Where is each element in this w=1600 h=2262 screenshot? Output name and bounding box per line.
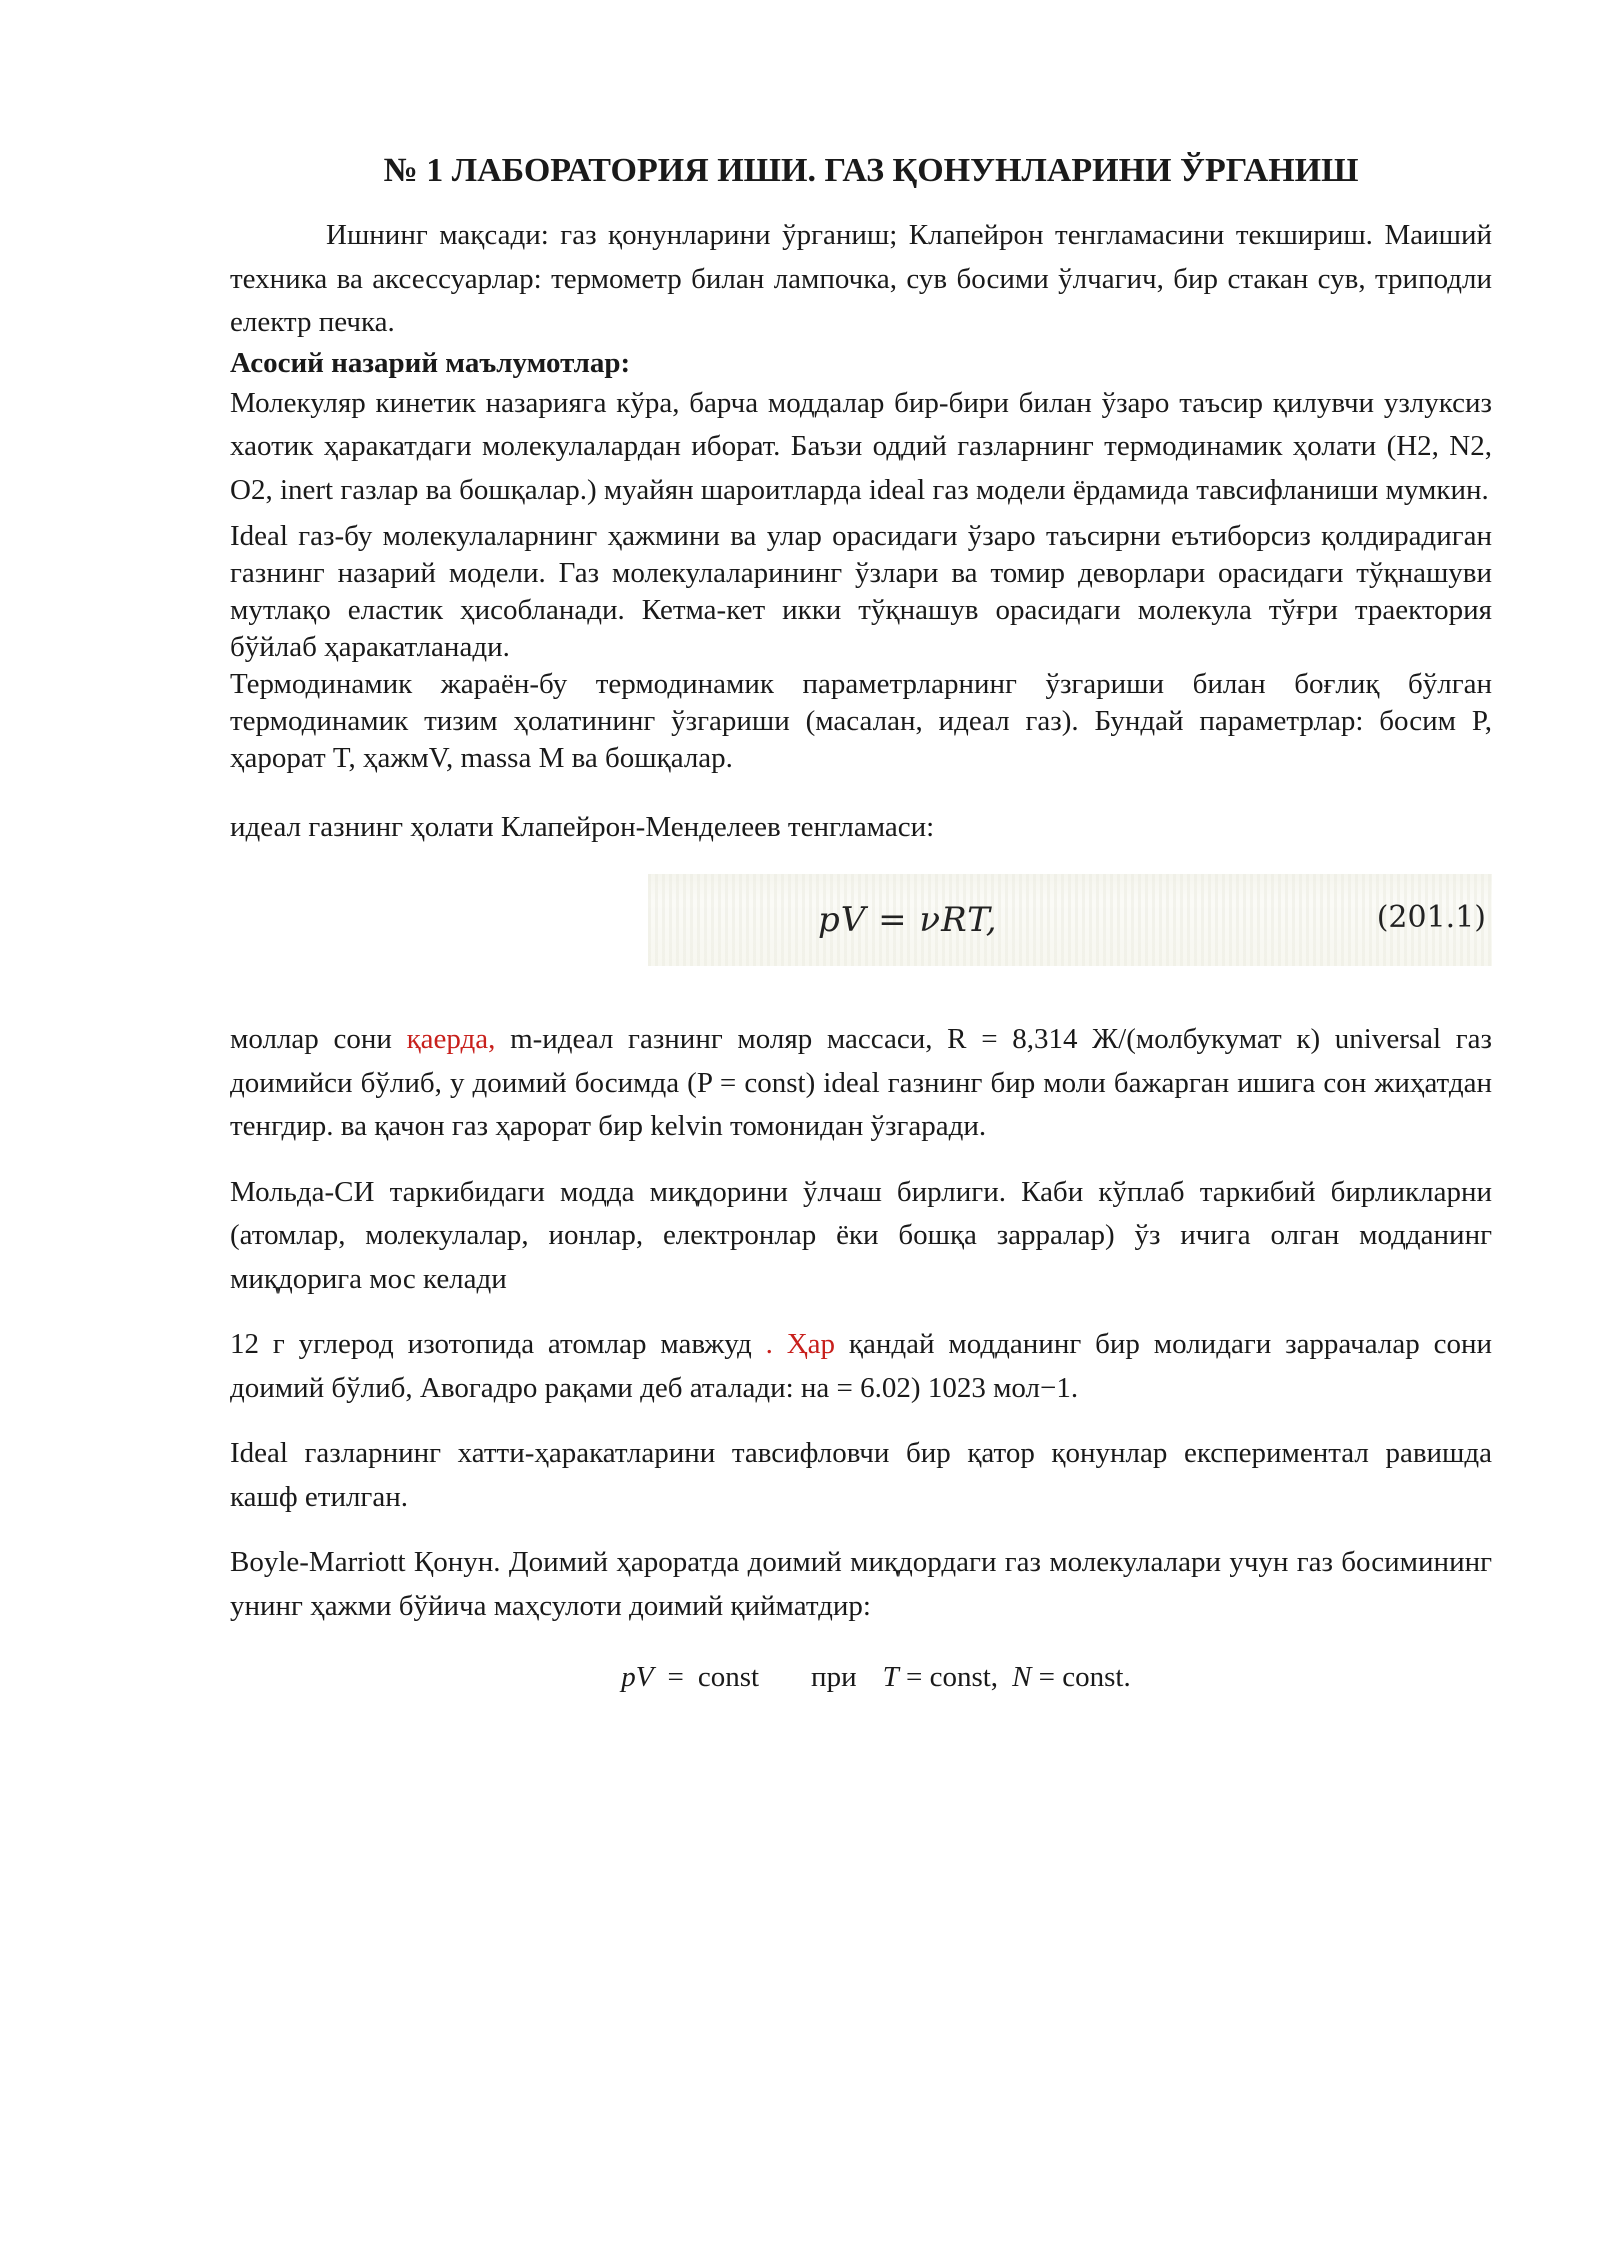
clapeyron-intro-paragraph: идеал газнинг ҳолати Клапейрон-Менделеев тенгламаси: <box>230 811 935 843</box>
moles-text-end: m-идеал газнинг моляр массаси, R = 8,314 Ж/(молбукумат к) universal газ доимийси бўлиб, у доимий босимда (P = const) ideal газнинг бир моли бажарган ишига сон жиҳатдан тенгдир. ва қачон газ ҳарорат бир kelvin томонидан ўзгаради. <box>230 1023 1492 1142</box>
document-content <box>230 150 1492 1699</box>
mole-unit-paragraph: Мольда-СИ таркибидаги модда миқдорини ўлчаш бирлиги. Каби кўплаб таркибий бирликларни (атомлар, молекулалар, ионлар, електронлар ёки бошқа зарралар) ўз ичига олган модданинг миқдорига мос келади <box>230 1175 1492 1295</box>
boyle-eq-pri: при <box>811 1661 857 1693</box>
ideal-gas-paragraph: Ideal газ-бу молекулаларнинг ҳажмини ва улар орасидаги ўзаро таъсирни еътиборсиз қолдирадиган газнинг назарий модели. Газ молекулаларининг ўзлари ва томир деворлари орасидаги тўқнашуви мутлақо еластик ҳисобланади. Кетма-кет икки тўқнашув орасидаги молекула тўғри траектория бўйлаб ҳаракатланади. <box>230 520 1492 663</box>
boyle-eq-t-const: = const, <box>905 1661 999 1693</box>
boyle-eq-t: T <box>882 1661 899 1693</box>
boyle-eq-pv: pV <box>621 1661 654 1693</box>
formula-image <box>648 874 1492 966</box>
moles-text-start: моллар сони <box>230 1023 407 1055</box>
boyle-eq-n-const: = const. <box>1038 1661 1131 1693</box>
formula-expression: pV = νRT, <box>818 900 998 940</box>
section-heading: Асосий назарий маълумотлар: <box>230 346 631 379</box>
document-title: № 1 ЛАБОРАТОРИЯ ИШИ. ГАЗ ҚОНУНЛАРИНИ ЎРГАНИШ <box>383 152 1359 189</box>
intro-paragraph: Ишнинг мақсади: газ қонунларини ўрганиш; Клапейрон тенгламасини текшириш. Маиший техника ва аксессуарлар: термометр билан лампочка, сув босими ўлчагич, бир стакан сув, триподли електр печка. <box>230 219 1492 338</box>
boyle-eq-equals: = <box>667 1661 684 1693</box>
boyle-eq-n: N <box>1012 1661 1032 1693</box>
moles-red-word: қаерда, <box>406 1023 496 1055</box>
avogadro-red-word: . Ҳар <box>765 1328 836 1360</box>
thermo-process-paragraph: Термодинамик жараён-бу термодинамик параметрларнинг ўзгариши билан боғлиқ бўлган термодинамик тизим ҳолатининг ўзгариши (масалан, идеал газ). Бундай параметрлар: босим P, ҳарорат T, ҳажмV, massa M ва бошқалар. <box>230 668 1492 774</box>
boyle-equation <box>230 1656 1492 1699</box>
avogadro-paragraph <box>230 1323 1492 1410</box>
avogadro-text-start: 12 г углерод изотопида атомлар мавжуд <box>230 1328 766 1360</box>
boyle-paragraph: Boyle-Marriott Қонун. Доимий ҳароратда доимий миқдордаги газ молекулалари учун газ босимининг унинг ҳажми бўйича маҳсулоти доимий қийматдир: <box>230 1546 1492 1622</box>
avogadro-text-end: қандай модданинг бир молидаги заррачалар сони доимий бўлиб, Авогадро рақами деб аталади: на = 6.02) 1023 мол−1. <box>230 1328 1492 1404</box>
gas-laws-paragraph: Ideal газларнинг хатти-ҳаракатларини тавсифловчи бир қатор қонунлар експериментал равишда кашф етилган. <box>230 1437 1492 1513</box>
boyle-eq-const: const <box>697 1661 760 1693</box>
molecular-theory-paragraph: Молекуляр кинетик назарияга кўра, барча моддалар бир-бири билан ўзаро таъсир қилувчи узлуксиз хаотик ҳаракатдаги молекулалардан иборат. Баъзи оддий газларнинг термодинамик ҳолати (H2, N2, O2, inert газлар ва бошқалар.) муайян шароитларда ideal газ модели ёрдамида тавсифланиши мумкин. <box>230 386 1492 506</box>
clapeyron-formula <box>230 866 1492 978</box>
formula-number: (201.1) <box>1376 900 1486 935</box>
moles-paragraph <box>230 1018 1492 1149</box>
